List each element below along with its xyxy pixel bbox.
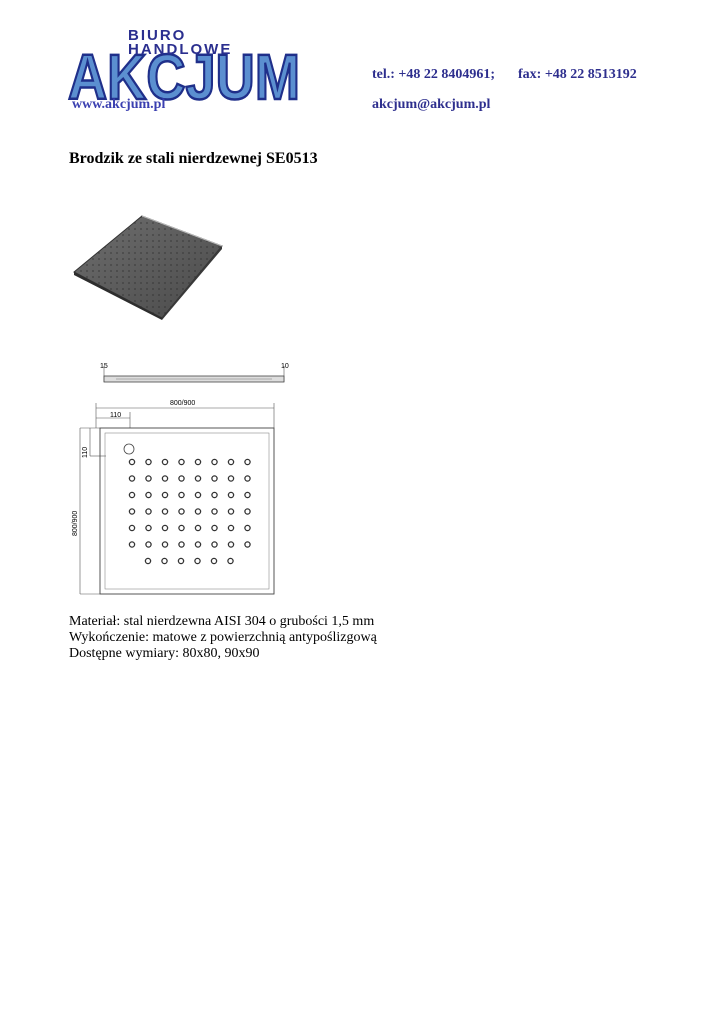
anti-slip-dot — [146, 542, 151, 547]
anti-slip-dot — [179, 476, 184, 481]
profile-right-dim: 10 — [281, 363, 289, 370]
anti-slip-dot — [129, 476, 134, 481]
anti-slip-dot — [145, 558, 150, 563]
anti-slip-dot — [195, 542, 200, 547]
anti-slip-dot — [228, 525, 233, 530]
anti-slip-dot — [211, 558, 216, 563]
anti-slip-dot — [245, 542, 250, 547]
logo-line1: BIURO — [128, 27, 187, 44]
anti-slip-dot — [162, 459, 167, 464]
email-link[interactable]: akcjum@akcjum.pl — [372, 97, 491, 112]
anti-slip-dot — [212, 476, 217, 481]
anti-slip-dot — [195, 558, 200, 563]
anti-slip-dot — [162, 542, 167, 547]
plan-view — [76, 426, 296, 600]
spec-finish: Wykończenie: matowe z powierzchnią antypoślizgową — [69, 630, 377, 645]
anti-slip-dot — [179, 542, 184, 547]
anti-slip-dot — [228, 492, 233, 497]
anti-slip-dot — [178, 558, 183, 563]
drain-offset-x-label: 110 — [110, 412, 122, 419]
anti-slip-dot — [129, 542, 134, 547]
anti-slip-dot — [245, 525, 250, 530]
anti-slip-dot — [195, 509, 200, 514]
drain-circle — [124, 444, 134, 454]
product-title: Brodzik ze stali nierdzewnej SE0513 — [69, 150, 318, 167]
anti-slip-dot — [228, 509, 233, 514]
anti-slip-dot — [195, 476, 200, 481]
fax-number: fax: +48 22 8513192 — [518, 67, 637, 82]
anti-slip-dot — [195, 459, 200, 464]
anti-slip-dot — [162, 509, 167, 514]
anti-slip-dot — [212, 525, 217, 530]
anti-slip-dot — [212, 492, 217, 497]
anti-slip-dots — [129, 459, 250, 563]
anti-slip-dot — [146, 459, 151, 464]
anti-slip-dot — [212, 459, 217, 464]
spec-material: Materiał: stal nierdzewna AISI 304 o grubości 1,5 mm — [69, 614, 375, 629]
anti-slip-dot — [146, 525, 151, 530]
anti-slip-dot — [146, 492, 151, 497]
drain-offset-y-label: 110 — [82, 446, 89, 458]
spec-dimensions: Dostępne wymiary: 80x80, 90x90 — [69, 646, 260, 661]
width-dim-label: 800/900 — [170, 400, 196, 407]
anti-slip-dot — [195, 525, 200, 530]
anti-slip-dot — [212, 509, 217, 514]
technical-drawing — [72, 360, 296, 600]
anti-slip-dot — [162, 558, 167, 563]
profile-view — [76, 360, 296, 400]
anti-slip-dot — [162, 492, 167, 497]
anti-slip-dot — [245, 492, 250, 497]
logo-line2: HANDLOWE — [128, 41, 233, 58]
company-logo — [62, 26, 307, 106]
anti-slip-dot — [129, 525, 134, 530]
anti-slip-dot — [179, 492, 184, 497]
anti-slip-dot — [195, 492, 200, 497]
anti-slip-dot — [179, 525, 184, 530]
anti-slip-dot — [228, 558, 233, 563]
anti-slip-dot — [245, 476, 250, 481]
anti-slip-dot — [162, 525, 167, 530]
anti-slip-dot — [129, 492, 134, 497]
anti-slip-dot — [212, 542, 217, 547]
svg-text:AKCJUM: AKCJUM — [68, 41, 300, 106]
phone-number: tel.: +48 22 8404961; — [372, 67, 496, 82]
profile-left-dim: 15 — [100, 363, 108, 370]
website-link[interactable]: www.akcjum.pl — [72, 97, 166, 112]
anti-slip-dot — [179, 509, 184, 514]
anti-slip-dot — [129, 509, 134, 514]
anti-slip-dot — [162, 476, 167, 481]
anti-slip-dot — [146, 476, 151, 481]
anti-slip-dot — [146, 509, 151, 514]
anti-slip-dot — [129, 459, 134, 464]
height-dim-label: 800/900 — [72, 510, 79, 536]
anti-slip-dot — [228, 459, 233, 464]
anti-slip-dot — [245, 509, 250, 514]
anti-slip-dot — [245, 459, 250, 464]
product-photo — [72, 214, 224, 320]
anti-slip-dot — [228, 476, 233, 481]
anti-slip-dot — [228, 542, 233, 547]
anti-slip-dot — [179, 459, 184, 464]
